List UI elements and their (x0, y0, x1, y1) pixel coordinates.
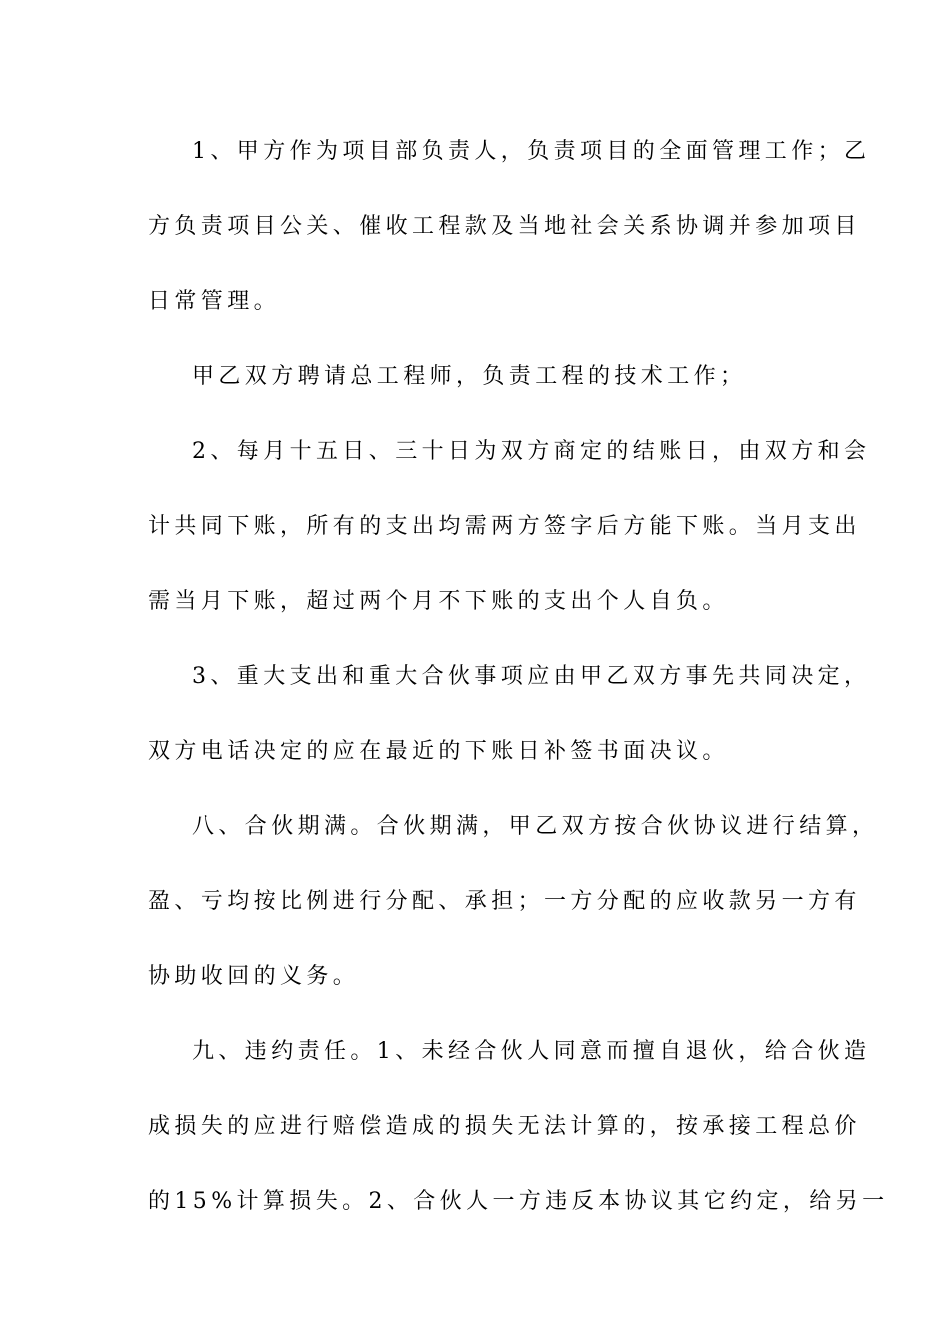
paragraph-5-line-2: 盈、亏均按比例进行分配、承担；一方分配的应收款另一方有 (148, 889, 861, 914)
paragraph-1-line-1: 1、甲方作为项目部负责人，负责项目的全面管理工作；乙 (192, 139, 871, 164)
paragraph-1-line-2: 方负责项目公关、催收工程款及当地社会关系协调并参加项目 (148, 214, 861, 239)
paragraph-6-line-3: 的15%计算损失。2、合伙人一方违反本协议其它约定，给另一 (148, 1189, 889, 1214)
paragraph-1-line-3: 日常管理。 (148, 289, 281, 314)
paragraph-6-line-2: 成损失的应进行赔偿造成的损失无法计算的，按承接工程总价 (148, 1114, 861, 1139)
paragraph-6-line-1: 九、违约责任。1、未经合伙人同意而擅自退伙，给合伙造 (192, 1039, 871, 1064)
paragraph-5-line-3: 协助收回的义务。 (148, 964, 360, 989)
paragraph-4-line-1: 3、重大支出和重大合伙事项应由甲乙双方事先共同决定， (192, 664, 871, 689)
paragraph-5-line-1: 八、合伙期满。合伙期满，甲乙双方按合伙协议进行结算， (192, 814, 879, 839)
paragraph-3-line-3: 需当月下账，超过两个月不下账的支出个人自负。 (148, 589, 729, 614)
paragraph-3-line-1: 2、每月十五日、三十日为双方商定的结账日，由双方和会 (192, 439, 871, 464)
paragraph-2-line-1: 甲乙双方聘请总工程师，负责工程的技术工作； (192, 364, 747, 389)
paragraph-3-line-2: 计共同下账，所有的支出均需两方签字后方能下账。当月支出 (148, 514, 861, 539)
paragraph-4-line-2: 双方电话决定的应在最近的下账日补签书面决议。 (148, 739, 729, 764)
